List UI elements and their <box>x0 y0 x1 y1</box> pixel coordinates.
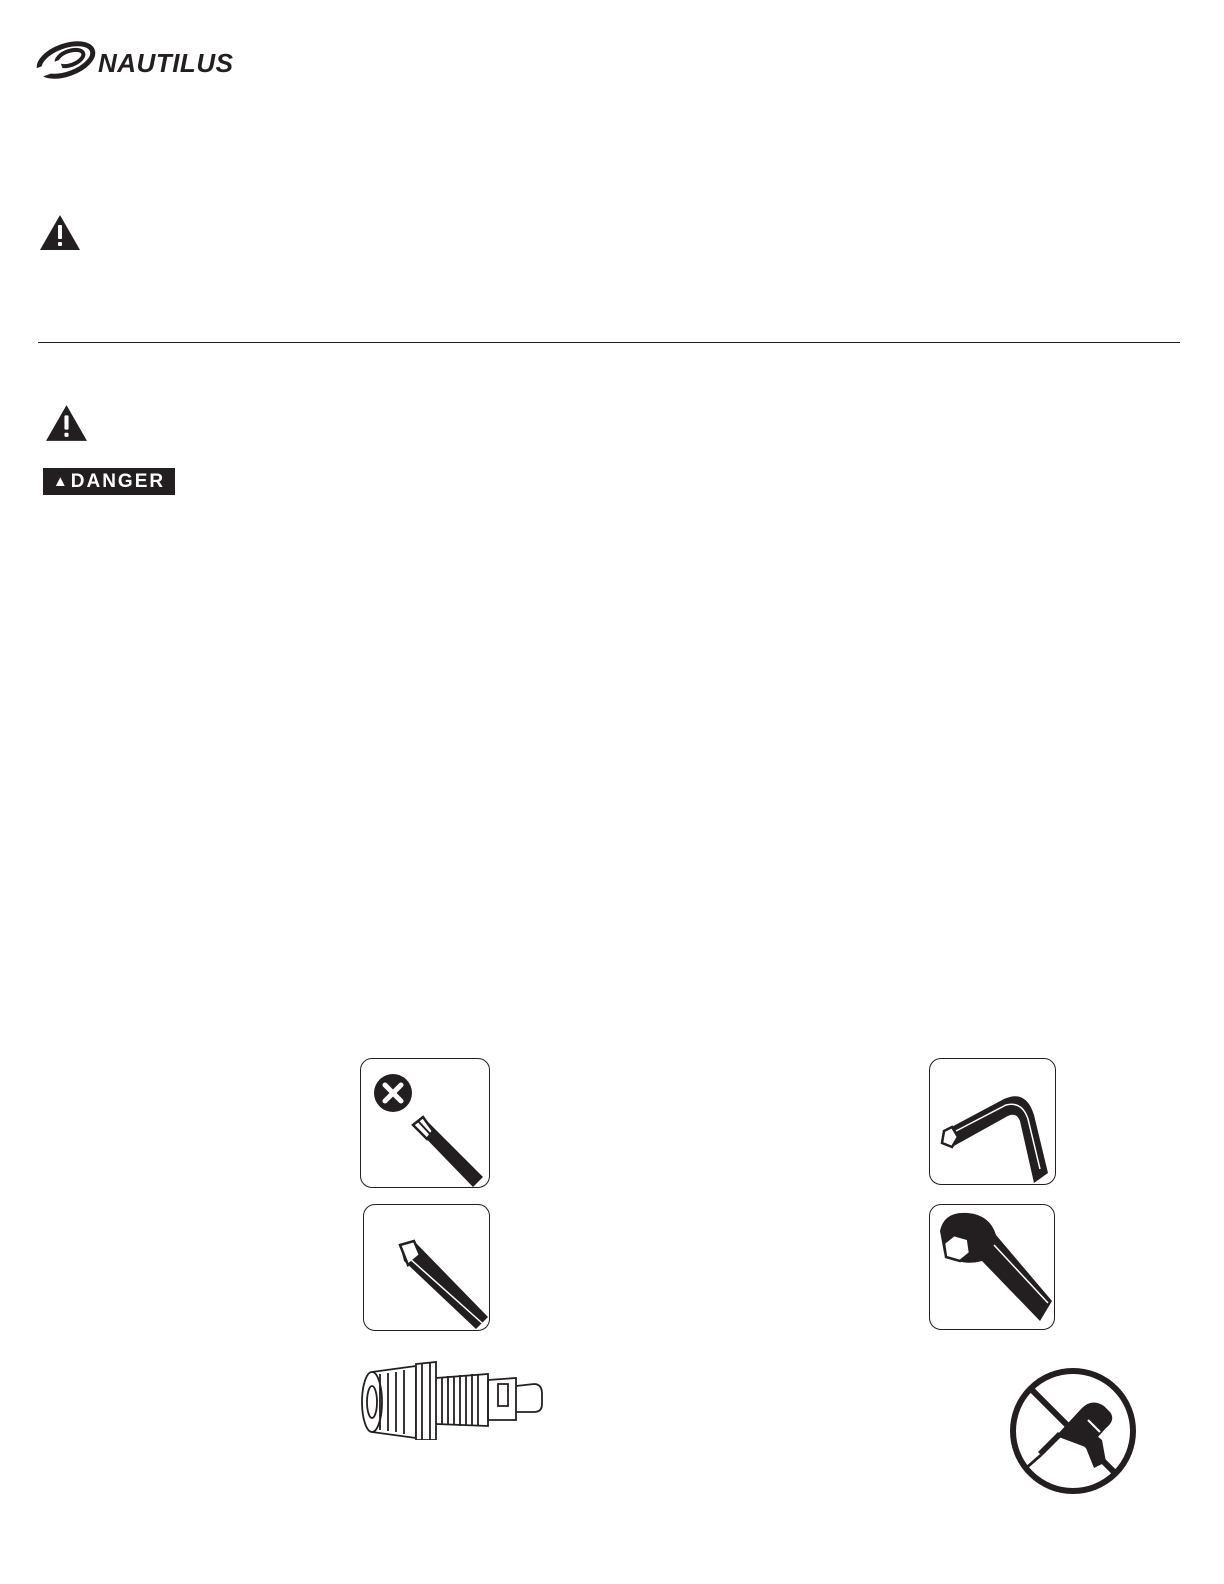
no-power-tools-icon <box>1008 1366 1138 1496</box>
warning-triangle-icon <box>45 404 88 442</box>
nautilus-swirl-logo-icon <box>36 34 98 86</box>
tool-ratchet-wrench <box>929 1204 1055 1330</box>
ratchet-wrench-icon <box>930 1205 1054 1329</box>
brand-name: NAUTILUS <box>98 48 234 78</box>
brand-logo <box>36 34 276 86</box>
danger-label <box>43 468 175 495</box>
flathead-screwdriver-icon <box>364 1205 489 1330</box>
hex-key-icon <box>930 1059 1055 1184</box>
danger-triangle-icon: ▲ <box>52 473 68 490</box>
tool-flathead-screwdriver <box>363 1204 490 1331</box>
danger-text: DANGER <box>70 470 166 492</box>
bolt-icon <box>358 1360 548 1440</box>
phillips-screwdriver-icon <box>361 1059 489 1187</box>
tool-phillips-screwdriver <box>360 1058 490 1188</box>
warning-triangle-icon <box>39 214 81 251</box>
section-divider <box>38 342 1180 343</box>
tool-bolt <box>358 1360 548 1440</box>
tool-hex-key <box>929 1058 1056 1185</box>
